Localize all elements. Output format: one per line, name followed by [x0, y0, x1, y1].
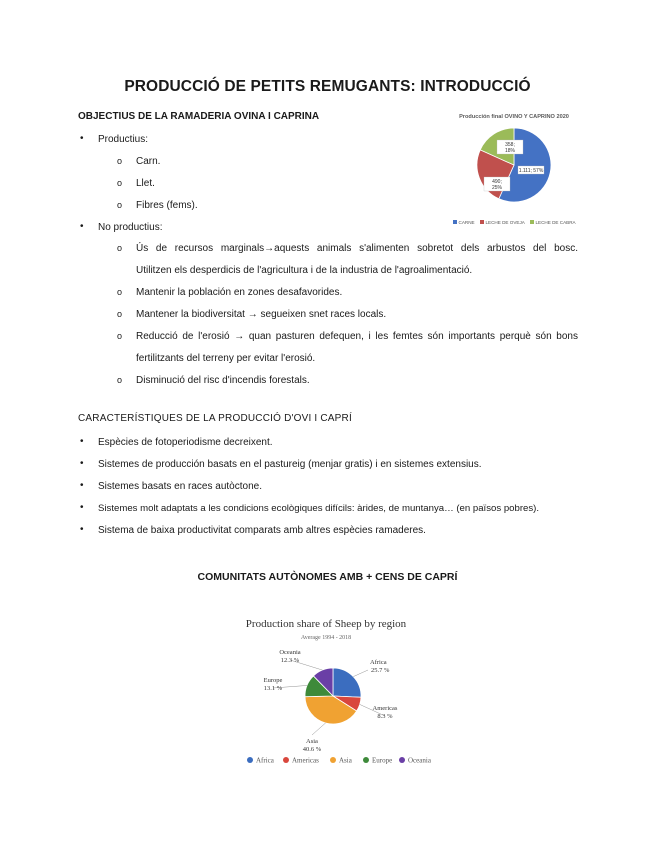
page-title: PRODUCCIÓ DE PETITS REMUGANTS: INTRODUCCIÓ: [124, 78, 531, 95]
chart-title: Producción final OVINO Y CAPRINO 2020: [459, 114, 569, 120]
leader-line: [312, 723, 326, 735]
sub-bullet: o: [117, 309, 123, 319]
bullet-dot: •: [80, 524, 84, 535]
list-item: Fibres (fems).: [136, 200, 198, 211]
pie-chart-produccion-final: [447, 110, 582, 228]
legend-marker: [399, 757, 405, 763]
list-item: Carn.: [136, 156, 161, 167]
section-heading-comunitats: COMUNITATS AUTÒNOMES AMB + CENS DE CAPRÍ: [197, 571, 458, 583]
sub-bullet: o: [117, 156, 123, 166]
list-item: Mantenir la población en zones desafavorides.: [136, 287, 343, 298]
bullet-dot: •: [80, 221, 84, 232]
list-item-continuation: fertilitzants del terreny per evitar l'erosió.: [136, 353, 316, 364]
list-item: Sistemes molt adaptats a les condicions ecològiques difícils: àrides, de muntanya… (en països pobres).: [98, 503, 540, 514]
pie-chart-sheep-by-region: [240, 612, 435, 772]
data-label-category: Africa: [370, 659, 387, 666]
data-label: 358;: [505, 142, 515, 148]
pie-slice-africa: [333, 668, 361, 697]
list-item-productius: Productius:: [98, 134, 149, 145]
list-item: Reducció de l'erosió → quan pasturen defequen, i les femtes són importants perquè són bons: [136, 331, 578, 342]
legend-marker: [247, 757, 253, 763]
bullet-dot: •: [80, 502, 84, 513]
legend-label: Asia: [339, 756, 352, 765]
legend-swatch: [480, 220, 484, 224]
data-label: 18%: [504, 148, 516, 154]
list-item: Espècies de fotoperiodisme decreixent.: [98, 437, 273, 448]
data-label-value: 12.3 %: [280, 657, 300, 664]
data-label: 490;: [492, 179, 502, 185]
section-heading-caracteristiques: CARACTERÍSTIQUES DE LA PRODUCCIÓ D'OVI I CAPRÍ: [78, 413, 352, 424]
sub-bullet: o: [117, 331, 123, 341]
legend-label: Americas: [292, 756, 319, 765]
list-item: Mantener la biodiversitat → segueixen snet races locals.: [136, 309, 387, 320]
data-label: 1.111; 57%: [518, 168, 544, 174]
legend-label: LECHE DE CABRA: [535, 220, 576, 225]
list-item: Llet.: [136, 178, 155, 189]
data-label-value: 40.6 %: [302, 746, 322, 753]
bullet-dot: •: [80, 480, 84, 491]
list-item: Disminució del risc d'incendis forestals.: [136, 375, 310, 386]
bullet-dot: •: [80, 133, 84, 144]
legend-label: LECHE DE OVEJA: [485, 220, 525, 225]
leader-line: [353, 670, 368, 677]
bullet-dot: •: [80, 458, 84, 469]
list-item: Ús de recursos marginals→aquests animals s'alimenten sobretot dels arbustos del bosc.: [136, 243, 578, 254]
data-label-category: Americas: [372, 705, 398, 712]
chart-subtitle: Average 1994 - 2018: [300, 635, 352, 641]
chart-title: Production share of Sheep by region: [245, 618, 407, 630]
data-label: 25%: [491, 185, 503, 191]
section-heading-objectius: OBJECTIUS DE LA RAMADERIA OVINA I CAPRINA: [78, 111, 320, 122]
sub-bullet: o: [117, 375, 123, 385]
list-item: Sistema de baixa productivitat comparats amb altres espècies ramaderes.: [98, 525, 426, 536]
data-label-value: 25.7 %: [371, 667, 390, 674]
sub-bullet: o: [117, 287, 123, 297]
legend-label: Europe: [372, 756, 393, 765]
sub-bullet: o: [117, 200, 123, 210]
list-item-continuation: Utilitzen els desperdicis de l'agricultura i de la industria de l'agroalimentació.: [136, 265, 473, 276]
legend-label: CARNE: [458, 220, 475, 225]
legend-marker: [330, 757, 336, 763]
legend-marker: [283, 757, 289, 763]
legend-marker: [363, 757, 369, 763]
legend-swatch: [530, 220, 534, 224]
list-item-no-productius: No productius:: [98, 222, 163, 233]
legend-label: Oceania: [408, 756, 431, 765]
data-label-category: Asia: [306, 738, 318, 745]
data-label-value: 8.3 %: [377, 713, 393, 720]
data-label-category: Europe: [263, 677, 283, 684]
sub-bullet: o: [117, 243, 123, 253]
sub-bullet: o: [117, 178, 123, 188]
legend-swatch: [453, 220, 457, 224]
legend-label: Africa: [256, 756, 274, 765]
bullet-dot: •: [80, 436, 84, 447]
data-label-value: 13.1 %: [263, 685, 283, 692]
list-item: Sistemes de producción basats en el pastureig (menjar gratis) i en sistemes extensius.: [98, 459, 482, 470]
list-item: Sistemes basats en races autòctone.: [98, 481, 262, 492]
data-label-category: Oceania: [279, 649, 301, 656]
